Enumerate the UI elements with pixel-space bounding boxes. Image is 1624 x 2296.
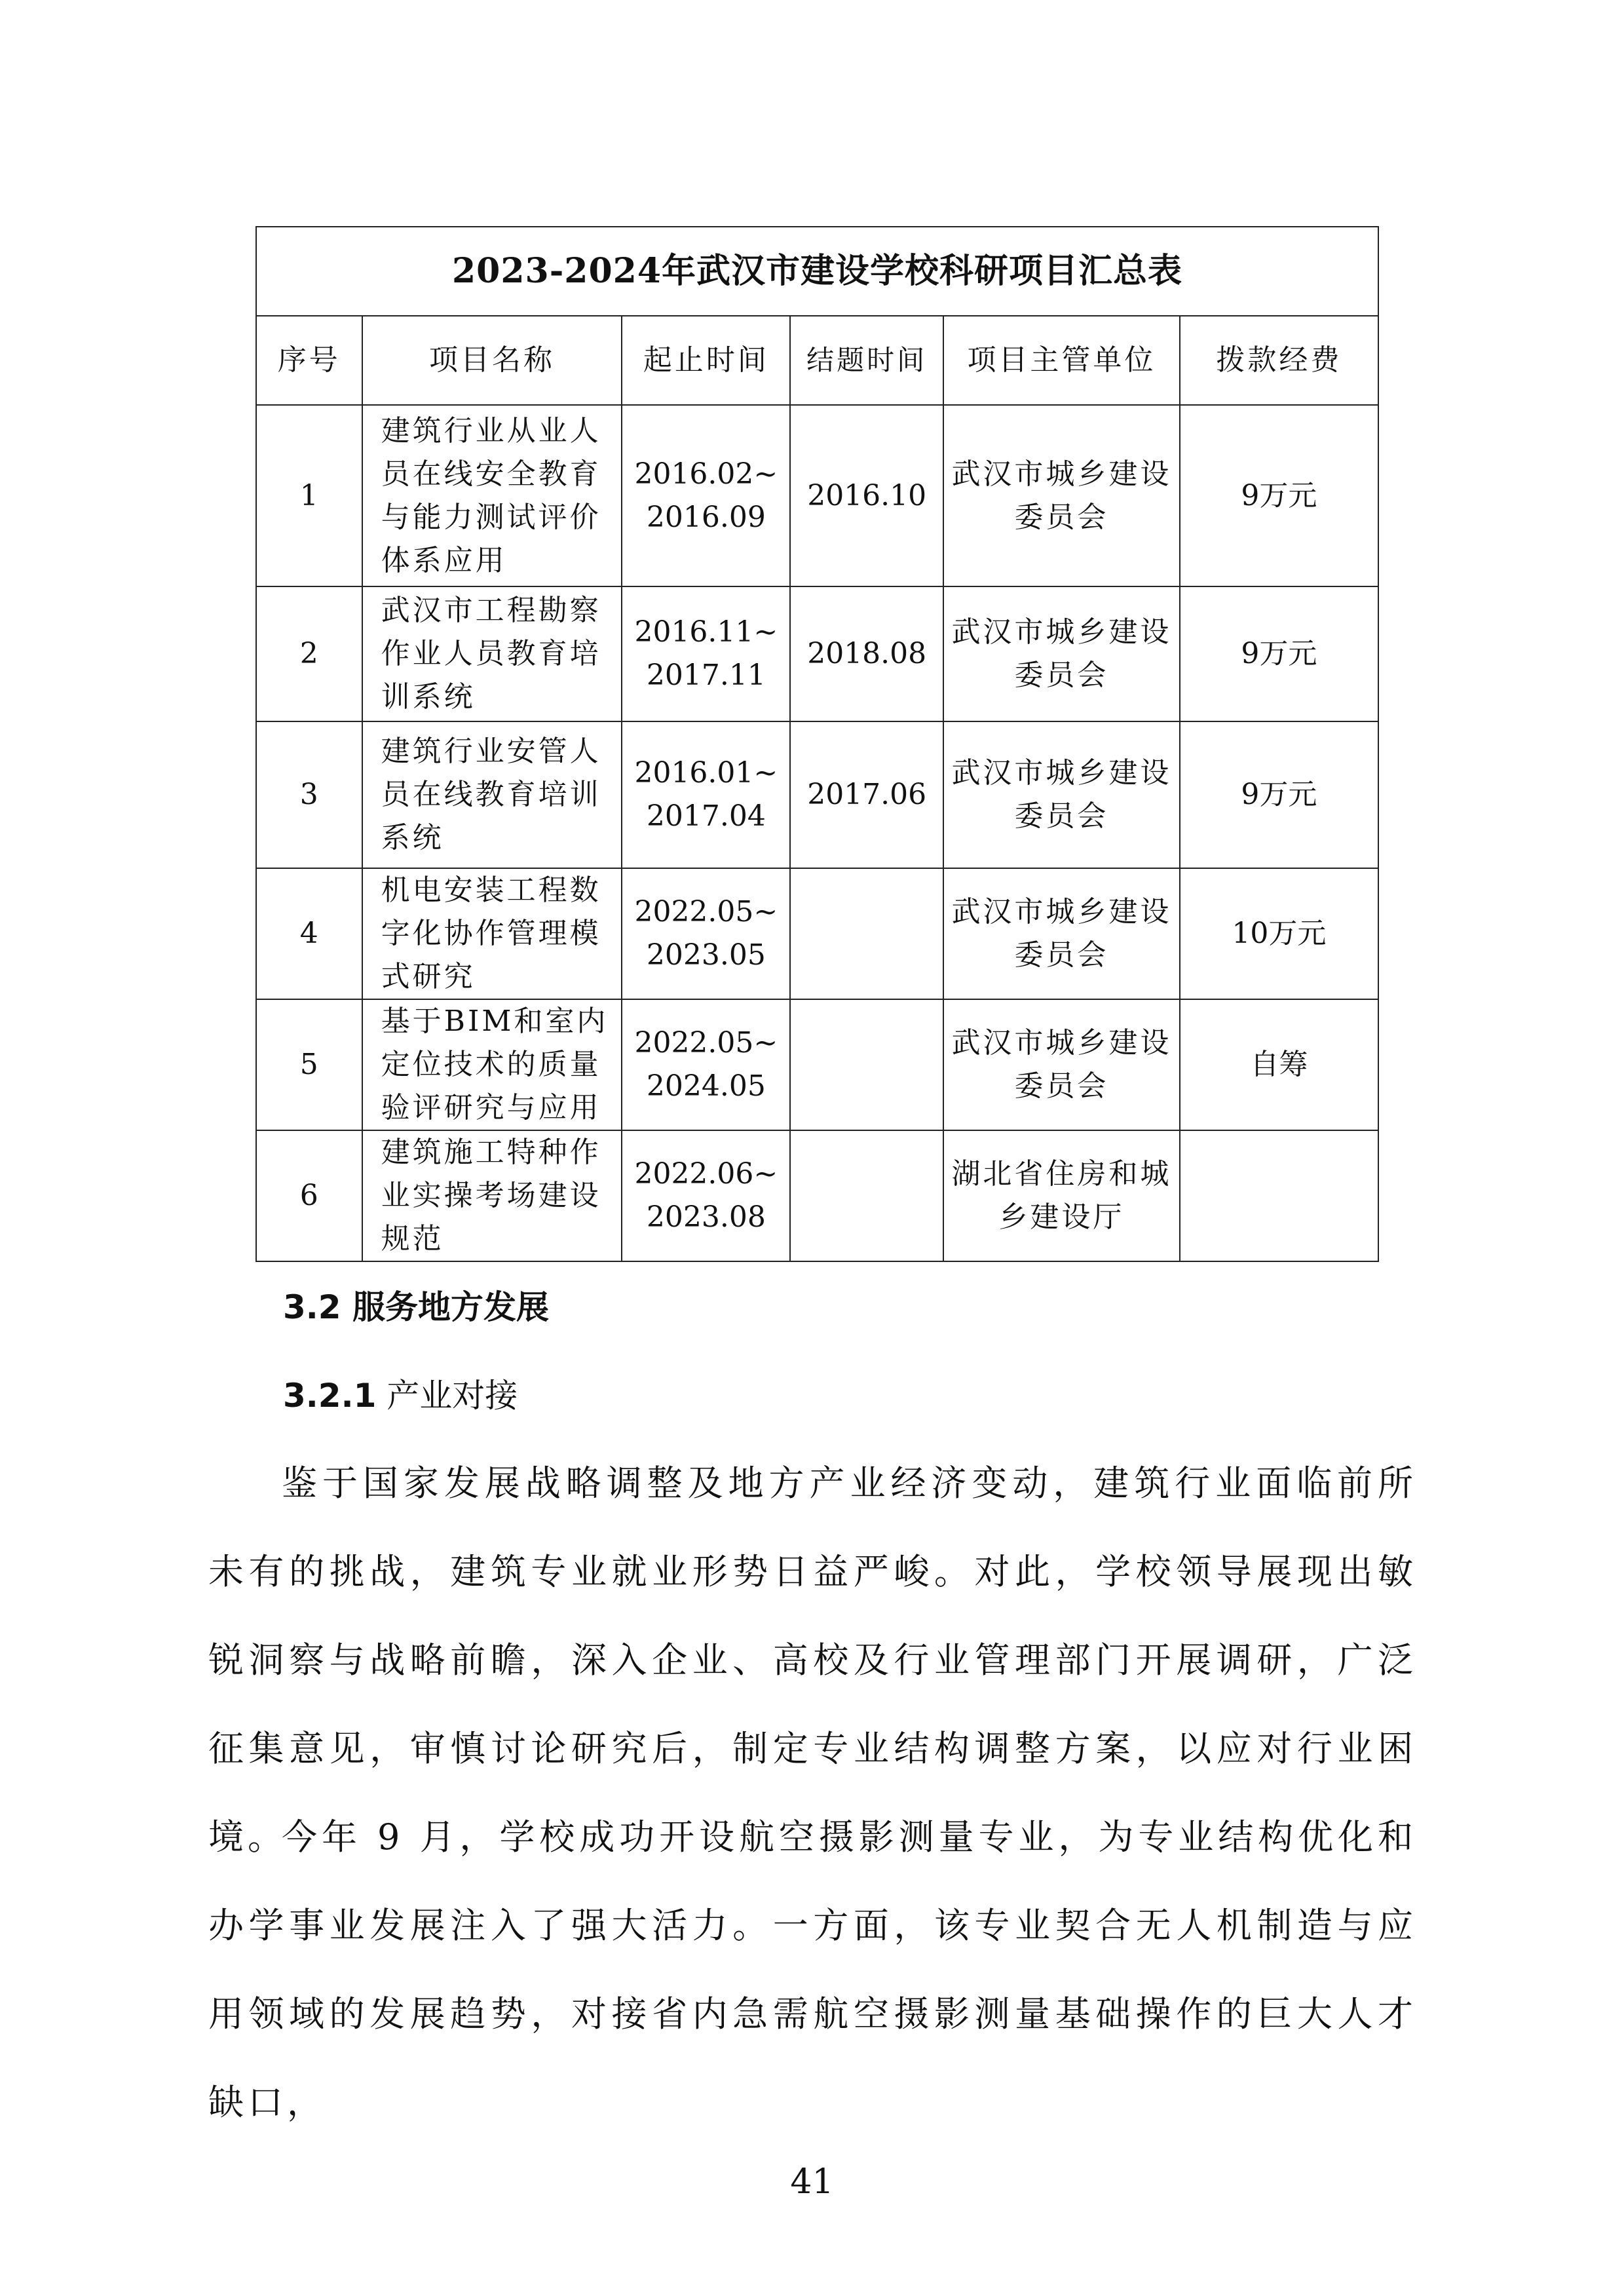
row-finish <box>790 868 943 999</box>
row-unit: 武汉市城乡建设委员会 <box>943 721 1180 868</box>
row-period: 2022.06~ 2023.08 <box>622 1130 790 1261</box>
row-no: 3 <box>256 721 362 868</box>
row-funds <box>1180 1130 1378 1261</box>
row-unit: 武汉市城乡建设委员会 <box>943 405 1180 586</box>
row-name: 机电安装工程数字化协作管理模式研究 <box>362 868 622 999</box>
row-funds: 9万元 <box>1180 586 1378 721</box>
header-funds: 拨款经费 <box>1180 316 1378 405</box>
row-name: 建筑行业从业人员在线安全教育与能力测试评价体系应用 <box>362 405 622 586</box>
header-no: 序号 <box>256 316 362 405</box>
row-name: 基于BIM和室内定位技术的质量验评研究与应用 <box>362 999 622 1130</box>
row-unit: 武汉市城乡建设委员会 <box>943 586 1180 721</box>
page-number: 41 <box>790 2162 834 2202</box>
row-funds: 9万元 <box>1180 405 1378 586</box>
header-period: 起止时间 <box>622 316 790 405</box>
row-unit: 湖北省住房和城乡建设厅 <box>943 1130 1180 1261</box>
table-row <box>256 999 1378 1130</box>
row-finish <box>790 999 943 1130</box>
subsection-number: 3.2.1 <box>283 1377 377 1415</box>
row-funds: 自筹 <box>1180 999 1378 1130</box>
row-no: 6 <box>256 1130 362 1261</box>
row-finish: 2017.06 <box>790 721 943 868</box>
row-finish: 2016.10 <box>790 405 943 586</box>
row-period: 2016.01~ 2017.04 <box>622 721 790 868</box>
row-finish: 2018.08 <box>790 586 943 721</box>
row-name: 建筑施工特种作业实操考场建设规范 <box>362 1130 622 1261</box>
header-name: 项目名称 <box>362 316 622 405</box>
row-period: 2022.05~ 2023.05 <box>622 868 790 999</box>
subsection-title: 产业对接 <box>387 1377 518 1415</box>
subsection-heading <box>283 1369 518 1417</box>
row-unit: 武汉市城乡建设委员会 <box>943 868 1180 999</box>
row-finish <box>790 1130 943 1261</box>
row-unit: 武汉市城乡建设委员会 <box>943 999 1180 1130</box>
table-row <box>256 405 1378 586</box>
section-heading: 3.2 服务地方发展 <box>283 1288 549 1326</box>
table-row <box>256 1130 1378 1261</box>
table-row <box>256 868 1378 999</box>
header-finish: 结题时间 <box>790 316 943 405</box>
header-unit: 项目主管单位 <box>943 316 1180 405</box>
row-name: 建筑行业安管人员在线教育培训系统 <box>362 721 622 868</box>
row-period: 2016.11~ 2017.11 <box>622 586 790 721</box>
table-row <box>256 586 1378 721</box>
paragraph-1: 鉴于国家发展战略调整及地方产业经济变动，建筑行业面临前所未有的挑战，建筑专业就业形势日益严峻。对此，学校领导展现出敏锐洞察与战略前瞻，深入企业、高校及行业管理部门开展调研，广泛征集意见，审慎讨论研究后，制定专业结构调整方案，以应对行业困境。 <box>208 1463 1417 1858</box>
table-title: 2023-2024年武汉市建设学校科研项目汇总表 <box>256 227 1378 316</box>
row-no: 5 <box>256 999 362 1130</box>
row-period: 2022.05~ 2024.05 <box>622 999 790 1130</box>
row-funds: 9万元 <box>1180 721 1378 868</box>
row-name: 武汉市工程勘察作业人员教育培训系统 <box>362 586 622 721</box>
row-no: 2 <box>256 586 362 721</box>
row-no: 4 <box>256 868 362 999</box>
table-row <box>256 721 1378 868</box>
row-funds: 10万元 <box>1180 868 1378 999</box>
row-no: 1 <box>256 405 362 586</box>
research-projects-table <box>255 226 1379 1262</box>
paragraph-2: 今年 9 月，学校成功开设航空摄影测量专业，为专业结构优化和办学事业发展注入了强大活力。一方面，该专业契合无人机制造与应用领域的发展趋势，对接省内急需航空摄影测量基础操作的巨大人才缺口， <box>208 1816 1417 2123</box>
row-period: 2016.02~ 2016.09 <box>622 405 790 586</box>
